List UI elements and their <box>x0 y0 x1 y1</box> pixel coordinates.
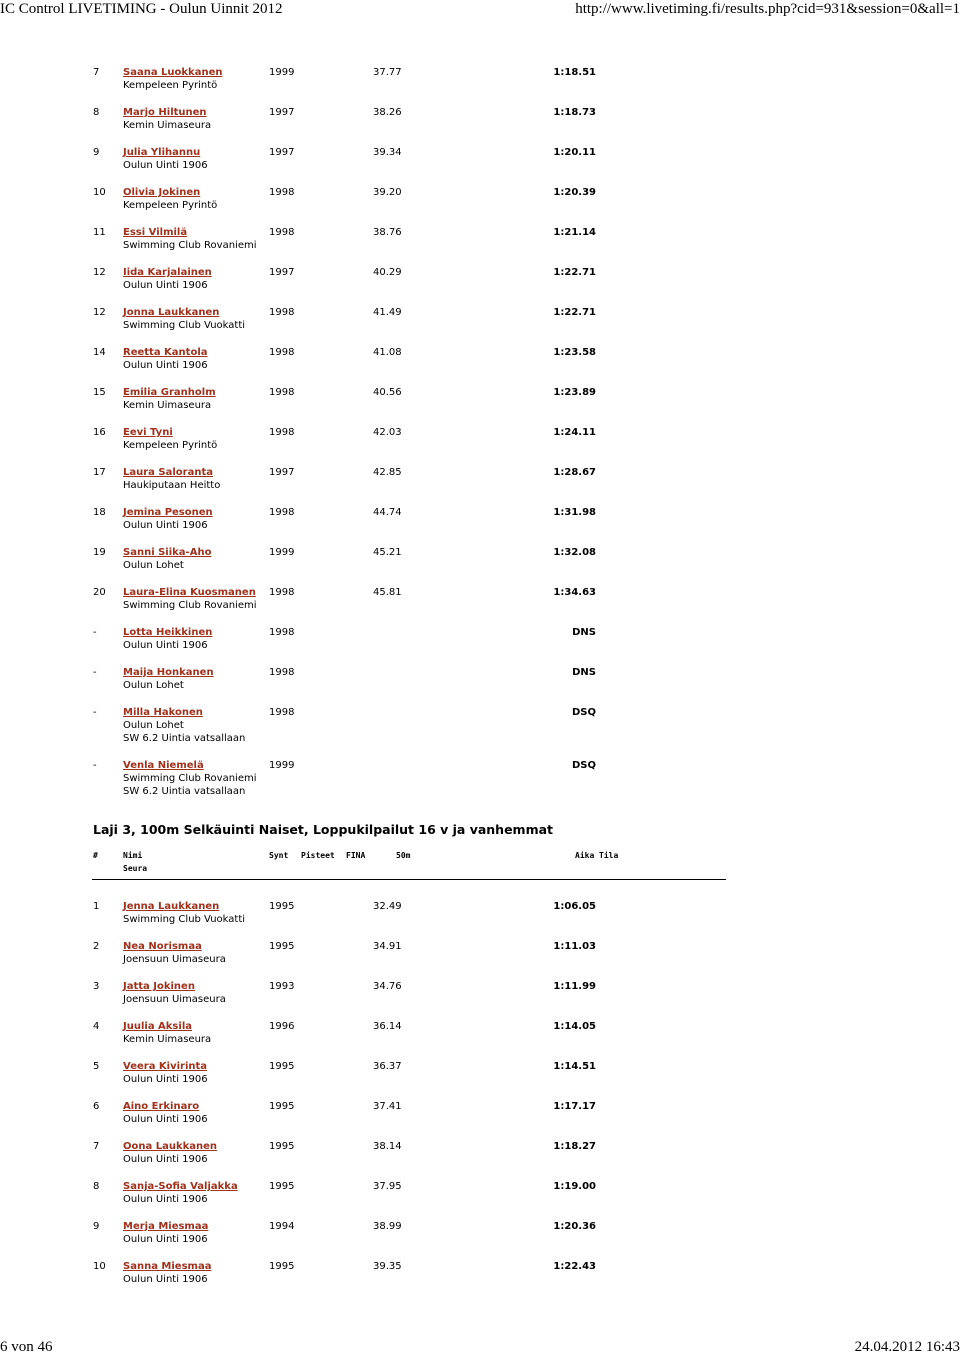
club-name: Oulun Uinti 1906 <box>123 520 208 531</box>
swimmer-name-link[interactable]: Olivia Jokinen <box>123 187 201 198</box>
split-50m: 37.77 <box>373 67 402 78</box>
birth-year: 1997 <box>269 467 295 478</box>
results-list-previous-event <box>0 66 960 812</box>
final-time: 1:22.71 <box>553 267 596 278</box>
final-time: DSQ <box>571 707 596 718</box>
swimmer-name-link[interactable]: Maija Honkanen <box>123 667 214 678</box>
split-50m: 39.35 <box>373 1261 402 1272</box>
split-50m: 40.29 <box>373 267 402 278</box>
final-time: 1:18.51 <box>553 67 596 78</box>
result-rank: 20 <box>93 587 106 598</box>
birth-year: 1998 <box>269 227 295 238</box>
result-rank: - <box>93 627 97 638</box>
birth-year: 1998 <box>269 707 295 718</box>
final-time: 1:24.11 <box>553 427 596 438</box>
print-datetime: 24.04.2012 16:43 <box>854 1339 960 1355</box>
disqualification-note: SW 6.2 Uintia vatsallaan <box>123 786 246 797</box>
result-rank: 10 <box>93 187 106 198</box>
result-rank: 4 <box>93 1021 100 1032</box>
result-row <box>0 306 960 346</box>
result-row <box>0 1260 960 1300</box>
final-time: 1:18.73 <box>553 107 596 118</box>
result-rank: 9 <box>93 147 100 158</box>
split-50m: 42.85 <box>373 467 402 478</box>
result-rank: 16 <box>93 427 106 438</box>
swimmer-name-link[interactable]: Jatta Jokinen <box>123 981 195 992</box>
result-rank: 15 <box>93 387 106 398</box>
club-name: Oulun Lohet <box>123 560 184 571</box>
birth-year: 1999 <box>269 67 295 78</box>
result-row <box>0 1220 960 1260</box>
result-rank: 5 <box>93 1061 100 1072</box>
result-row <box>0 506 960 546</box>
club-name: Haukiputaan Heitto <box>123 480 221 491</box>
club-name: Oulun Uinti 1906 <box>123 1234 208 1245</box>
swimmer-name-link[interactable]: Nea Norismaa <box>123 941 202 952</box>
club-name: Swimming Club Vuokatti <box>123 320 246 331</box>
birth-year: 1995 <box>269 1181 295 1192</box>
birth-year: 1995 <box>269 1101 295 1112</box>
final-time: 1:14.51 <box>553 1061 596 1072</box>
result-rank: 8 <box>93 107 100 118</box>
club-name: Kempeleen Pyrintö <box>123 200 218 211</box>
result-row <box>0 1020 960 1060</box>
page-number: 6 von 46 <box>0 1339 53 1355</box>
club-name: Swimming Club Rovaniemi <box>123 600 257 611</box>
club-name: Swimming Club Rovaniemi <box>123 240 257 251</box>
birth-year: 1998 <box>269 507 295 518</box>
final-time: 1:31.98 <box>553 507 596 518</box>
final-time: 1:18.27 <box>553 1141 596 1152</box>
result-rank: 14 <box>93 347 106 358</box>
swimmer-name-link[interactable]: Reetta Kantola <box>123 347 208 358</box>
swimmer-name-link[interactable]: Juulia Aksila <box>123 1021 192 1032</box>
swimmer-name-link[interactable]: Marjo Hiltunen <box>123 107 207 118</box>
final-time: 1:20.36 <box>553 1221 596 1232</box>
result-row <box>0 146 960 186</box>
result-rank: 18 <box>93 507 106 518</box>
birth-year: 1998 <box>269 387 295 398</box>
club-name: Oulun Uinti 1906 <box>123 160 208 171</box>
final-time: 1:28.67 <box>553 467 596 478</box>
split-50m: 36.37 <box>373 1061 402 1072</box>
result-row <box>0 546 960 586</box>
result-row <box>0 66 960 106</box>
club-name: Oulun Lohet <box>123 720 184 731</box>
page-header-title: IC Control LIVETIMING - Oulun Uinnit 2012 <box>0 1 283 17</box>
final-time: 1:11.99 <box>553 981 596 992</box>
final-time: 1:20.39 <box>553 187 596 198</box>
final-time: 1:17.17 <box>553 1101 596 1112</box>
split-50m: 34.76 <box>373 981 402 992</box>
swimmer-name-link[interactable]: Laura Saloranta <box>123 467 213 478</box>
result-rank: - <box>93 667 97 678</box>
birth-year: 1995 <box>269 1261 295 1272</box>
final-time: 1:23.89 <box>553 387 596 398</box>
birth-year: 1998 <box>269 307 295 318</box>
column-time: Aika <box>575 851 595 860</box>
results-list-event-3 <box>0 900 960 1300</box>
result-row <box>0 1140 960 1180</box>
final-time: 1:14.05 <box>553 1021 596 1032</box>
result-rank: 10 <box>93 1261 106 1272</box>
club-name: Oulun Uinti 1906 <box>123 1274 208 1285</box>
split-50m: 38.14 <box>373 1141 402 1152</box>
club-name: Kemin Uimaseura <box>123 400 212 411</box>
results-column-header <box>0 851 960 881</box>
swimmer-name-link[interactable]: Sanna Miesmaa <box>123 1261 212 1272</box>
swimmer-name-link[interactable]: Aino Erkinaro <box>123 1101 200 1112</box>
birth-year: 1998 <box>269 587 295 598</box>
birth-year: 1998 <box>269 627 295 638</box>
column-name: Nimi <box>123 851 143 860</box>
page-footer <box>0 1338 960 1357</box>
swimmer-name-link[interactable]: Jonna Laukkanen <box>123 307 220 318</box>
swimmer-name-link[interactable]: Jenna Laukkanen <box>123 901 220 912</box>
swimmer-name-link[interactable]: Merja Miesmaa <box>123 1221 209 1232</box>
final-time: 1:23.58 <box>553 347 596 358</box>
page-header <box>0 0 960 22</box>
result-rank: 6 <box>93 1101 100 1112</box>
birth-year: 1995 <box>269 1141 295 1152</box>
birth-year: 1999 <box>269 760 295 771</box>
header-divider <box>92 879 726 880</box>
column-rank: # <box>93 851 98 860</box>
result-rank: - <box>93 760 97 771</box>
club-name: Joensuun Uimaseura <box>123 954 226 965</box>
result-row <box>0 186 960 226</box>
result-row <box>0 666 960 706</box>
split-50m: 45.21 <box>373 547 402 558</box>
result-rank: - <box>93 707 97 718</box>
birth-year: 1995 <box>269 901 295 912</box>
swimmer-name-link[interactable]: Sanni Siika-Aho <box>123 547 212 558</box>
club-name: Oulun Uinti 1906 <box>123 1194 208 1205</box>
result-row <box>0 266 960 306</box>
final-time: 1:34.63 <box>553 587 596 598</box>
club-name: Oulun Uinti 1906 <box>123 280 208 291</box>
swimmer-name-link[interactable]: Milla Hakonen <box>123 707 203 718</box>
club-name: Oulun Uinti 1906 <box>123 360 208 371</box>
split-50m: 41.49 <box>373 307 402 318</box>
split-50m: 38.76 <box>373 227 402 238</box>
result-row <box>0 226 960 266</box>
split-50m: 39.34 <box>373 147 402 158</box>
column-fina: FINA <box>346 851 366 860</box>
result-row <box>0 586 960 626</box>
birth-year: 1994 <box>269 1221 295 1232</box>
split-50m: 42.03 <box>373 427 402 438</box>
split-50m: 39.20 <box>373 187 402 198</box>
final-time: DSQ <box>571 760 596 771</box>
result-row <box>0 980 960 1020</box>
result-row <box>0 1180 960 1220</box>
birth-year: 1997 <box>269 107 295 118</box>
final-time: DNS <box>572 627 596 638</box>
result-rank: 1 <box>93 901 100 912</box>
swimmer-name-link[interactable]: Jemina Pesonen <box>123 507 213 518</box>
swimmer-name-link[interactable]: Oona Laukkanen <box>123 1141 218 1152</box>
club-name: Swimming Club Vuokatti <box>123 914 246 925</box>
club-name: Oulun Uinti 1906 <box>123 1114 208 1125</box>
split-50m: 36.14 <box>373 1021 402 1032</box>
birth-year: 1995 <box>269 1061 295 1072</box>
result-row <box>0 1100 960 1140</box>
birth-year: 1999 <box>269 547 295 558</box>
split-50m: 41.08 <box>373 347 402 358</box>
club-name: Oulun Uinti 1906 <box>123 1074 208 1085</box>
final-time: 1:22.71 <box>553 307 596 318</box>
result-rank: 17 <box>93 467 106 478</box>
result-row <box>0 900 960 940</box>
result-row <box>0 706 960 759</box>
split-50m: 44.74 <box>373 507 402 518</box>
birth-year: 1998 <box>269 347 295 358</box>
swimmer-name-link[interactable]: Essi Vilmilä <box>123 227 188 238</box>
column-split: 50m <box>396 851 411 860</box>
result-row <box>0 346 960 386</box>
column-club: Seura <box>123 864 148 873</box>
split-50m: 38.26 <box>373 107 402 118</box>
birth-year: 1998 <box>269 187 295 198</box>
club-name: Kempeleen Pyrintö <box>123 440 218 451</box>
club-name: Joensuun Uimaseura <box>123 994 226 1005</box>
result-rank: 2 <box>93 941 100 952</box>
final-time: 1:20.11 <box>553 147 596 158</box>
club-name: Kemin Uimaseura <box>123 1034 212 1045</box>
result-rank: 19 <box>93 547 106 558</box>
column-status: Tila <box>599 851 619 860</box>
page-header-url[interactable]: http://www.livetiming.fi/results.php?cid=931&session=0&all=1 <box>575 1 960 17</box>
swimmer-name-link[interactable]: Lotta Heikkinen <box>123 627 213 638</box>
birth-year: 1998 <box>269 427 295 438</box>
swimmer-name-link[interactable]: Laura-Elina Kuosmanen <box>123 587 256 598</box>
swimmer-name-link[interactable]: Venla Niemelä <box>123 760 204 771</box>
final-time: 1:06.05 <box>553 901 596 912</box>
club-name: Oulun Uinti 1906 <box>123 1154 208 1165</box>
event-title: Laji 3, 100m Selkäuinti Naiset, Loppukilpailut 16 v ja vanhemmat <box>93 822 554 837</box>
swimmer-name-link[interactable]: Emilia Granholm <box>123 387 216 398</box>
column-year: Synt <box>269 851 289 860</box>
birth-year: 1995 <box>269 941 295 952</box>
birth-year: 1997 <box>269 267 295 278</box>
swimmer-name-link[interactable]: Iida Karjalainen <box>123 267 212 278</box>
club-name: Kemin Uimaseura <box>123 120 212 131</box>
result-rank: 12 <box>93 307 106 318</box>
result-rank: 7 <box>93 1141 100 1152</box>
split-50m: 32.49 <box>373 901 402 912</box>
swimmer-name-link[interactable]: Sanja-Sofia Valjakka <box>123 1181 238 1192</box>
split-50m: 40.56 <box>373 387 402 398</box>
final-time: 1:11.03 <box>553 941 596 952</box>
column-points: Pisteet <box>301 851 335 860</box>
result-rank: 11 <box>93 227 106 238</box>
swimmer-name-link[interactable]: Eevi Tyni <box>123 427 173 438</box>
swimmer-name-link[interactable]: Veera Kivirinta <box>123 1061 208 1072</box>
result-rank: 7 <box>93 67 100 78</box>
birth-year: 1997 <box>269 147 295 158</box>
final-time: 1:19.00 <box>553 1181 596 1192</box>
swimmer-name-link[interactable]: Saana Luokkanen <box>123 67 223 78</box>
split-50m: 37.41 <box>373 1101 402 1112</box>
club-name: Kempeleen Pyrintö <box>123 80 218 91</box>
result-row <box>0 466 960 506</box>
result-row <box>0 759 960 812</box>
result-row <box>0 1060 960 1100</box>
final-time: 1:32.08 <box>553 547 596 558</box>
final-time: 1:22.43 <box>553 1261 596 1272</box>
result-row <box>0 940 960 980</box>
club-name: Swimming Club Rovaniemi <box>123 773 257 784</box>
result-rank: 12 <box>93 267 106 278</box>
disqualification-note: SW 6.2 Uintia vatsallaan <box>123 733 246 744</box>
final-time: 1:21.14 <box>553 227 596 238</box>
split-50m: 38.99 <box>373 1221 402 1232</box>
split-50m: 34.91 <box>373 941 402 952</box>
club-name: Oulun Uinti 1906 <box>123 640 208 651</box>
result-rank: 3 <box>93 981 100 992</box>
result-row <box>0 426 960 466</box>
birth-year: 1996 <box>269 1021 295 1032</box>
final-time: DNS <box>572 667 596 678</box>
result-row <box>0 626 960 666</box>
result-rank: 8 <box>93 1181 100 1192</box>
club-name: Oulun Lohet <box>123 680 184 691</box>
birth-year: 1998 <box>269 667 295 678</box>
result-row <box>0 106 960 146</box>
birth-year: 1993 <box>269 981 295 992</box>
split-50m: 37.95 <box>373 1181 402 1192</box>
result-row <box>0 386 960 426</box>
swimmer-name-link[interactable]: Julia Ylihannu <box>123 147 201 158</box>
split-50m: 45.81 <box>373 587 402 598</box>
result-rank: 9 <box>93 1221 100 1232</box>
